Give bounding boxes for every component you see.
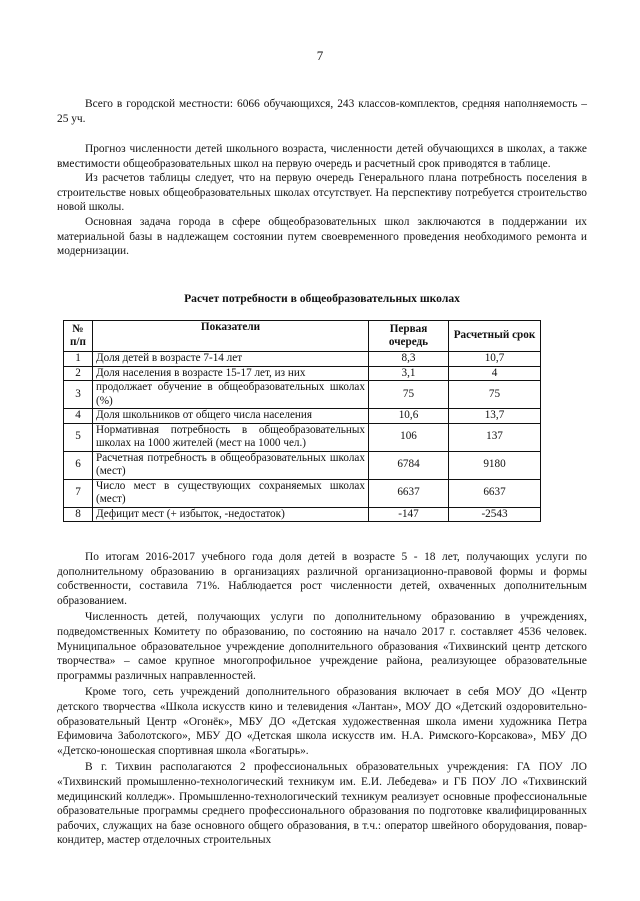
row-indicator: Дефицит мест (+ избыток, -недостаток) — [93, 507, 369, 522]
row-num: 1 — [64, 352, 93, 367]
table-row — [64, 381, 541, 409]
table-row — [64, 451, 541, 479]
row-num: 4 — [64, 409, 93, 424]
urban-summary-paragraph: Всего в городской местности: 6066 обучающихся, 243 классов-комплектов, средняя наполняемость – 25 уч. — [57, 98, 587, 125]
row-target-value: 137 — [449, 423, 541, 451]
table-row — [64, 366, 541, 381]
row-first-value: 6637 — [369, 479, 449, 507]
table-title: Расчет потребности в общеобразовательных школах — [184, 292, 460, 305]
table-row — [64, 479, 541, 507]
row-indicator: продолжает обучение в общеобразовательных школах (%) — [93, 381, 369, 409]
header-first-stage: Первая очередь — [369, 321, 449, 352]
table-header-row — [64, 321, 541, 352]
row-indicator: Доля детей в возрасте 7-14 лет — [93, 352, 369, 367]
row-first-value: 106 — [369, 423, 449, 451]
table-row — [64, 423, 541, 451]
school-needs-table — [63, 320, 541, 522]
row-target-value: 9180 — [449, 451, 541, 479]
row-num: 2 — [64, 366, 93, 381]
institutions-network-paragraph: Кроме того, сеть учреждений дополнительного образования включает в себя МОУ ДО «Центр детского творчества «Школа искусств кино и телевидения «Лантан», МОУ ДО «Детский оздоровительно-образовательный Центр «Огонёк», МБУ ДО «Детская художественная школа имени художника Петра Ефимовича Заболотского», МБУ ДО «Детская школа искусств им. Н.А. Римского-Корсакова», МБУ ДО «Детско-юношеская спортивная школа «Богатырь». — [57, 686, 587, 757]
intro-text-block — [57, 142, 587, 259]
row-num: 5 — [64, 423, 93, 451]
row-target-value: -2543 — [449, 507, 541, 522]
row-indicator: Доля школьников от общего числа населения — [93, 409, 369, 424]
row-first-value: -147 — [369, 507, 449, 522]
table-row — [64, 352, 541, 367]
table-row — [64, 409, 541, 424]
students-count-paragraph: Численность детей, получающих услуги по дополнительному образованию в учреждениях, подведомственных Комитету по образованию, по состоянию на начало 2017 г. составляет 4536 человек. Муниципальное образовательное учреждение дополнительного образования «Тихвинский центр детского творчества» – самое крупное многопрофильное учреждение района, реализующее образовательные программы различных направленностей. — [57, 611, 587, 682]
row-target-value: 13,7 — [449, 409, 541, 424]
row-target-value: 6637 — [449, 479, 541, 507]
coverage-paragraph: По итогам 2016-2017 учебного года доля детей в возрасте 5 - 18 лет, получающих услуги по дополнительному образованию в организациях различной организационно-правовой формы и формы собственности, составила 71%. Наблюдается рост численности детей, охваченных дополнительным образованием. — [57, 551, 587, 607]
page-number: 7 — [316, 48, 324, 63]
urban-summary-block — [57, 97, 587, 126]
row-num: 7 — [64, 479, 93, 507]
row-num: 3 — [64, 381, 93, 409]
row-target-value: 75 — [449, 381, 541, 409]
row-first-value: 10,6 — [369, 409, 449, 424]
conclusion-paragraph: Из расчетов таблицы следует, что на первую очередь Генерального плана потребность поселения в строительстве новых общеобразовательных школах отсутствует. На перспективу потребуется строительство новой школы. — [57, 172, 587, 214]
additional-education-block — [57, 550, 587, 848]
row-first-value: 8,3 — [369, 352, 449, 367]
row-target-value: 10,7 — [449, 352, 541, 367]
row-indicator: Расчетная потребность в общеобразовательных школах (мест) — [93, 451, 369, 479]
table-row — [64, 507, 541, 522]
row-num: 8 — [64, 507, 93, 522]
header-target-stage: Расчетный срок — [449, 321, 541, 352]
row-indicator: Нормативная потребность в общеобразовательных школах на 1000 жителей (мест на 1000 чел.) — [93, 423, 369, 451]
row-first-value: 3,1 — [369, 366, 449, 381]
header-num: № п/п — [64, 321, 93, 352]
row-target-value: 4 — [449, 366, 541, 381]
row-first-value: 6784 — [369, 451, 449, 479]
header-indicator: Показатели — [93, 321, 369, 352]
row-num: 6 — [64, 451, 93, 479]
forecast-paragraph: Прогноз численности детей школьного возраста, численности детей обучающихся в школах, а также вместимости общеобразовательных школ на первую очередь и расчетный срок приводятся в таблице. — [57, 143, 587, 170]
row-indicator: Доля населения в возрасте 15-17 лет, из них — [93, 366, 369, 381]
row-first-value: 75 — [369, 381, 449, 409]
task-paragraph: Основная задача города в сфере общеобразовательных школ заключаются в поддержании их материальной базы в надлежащем состоянии путем своевременного проведения необходимого ремонта и модернизации. — [57, 215, 587, 258]
vocational-schools-paragraph: В г. Тихвин располагаются 2 профессиональных образовательных учреждения: ГА ПОУ ЛО «Тихвинский промышленно-технологический техникум им. Е.И. Лебедева» и ГБ ПОУ ЛО «Тихвинский медицинский колледж». Промышленно-технологический техникум реализует основные профессиональные образовательные программы среднего профессионального образования по подготовке квалифицированных рабочих, служащих на базе основного общего образования, в т.ч.: оператор швейного оборудования, повар-кондитер, мастер отделочных строительных — [57, 761, 587, 847]
row-indicator: Число мест в существующих сохраняемых школах (мест) — [93, 479, 369, 507]
